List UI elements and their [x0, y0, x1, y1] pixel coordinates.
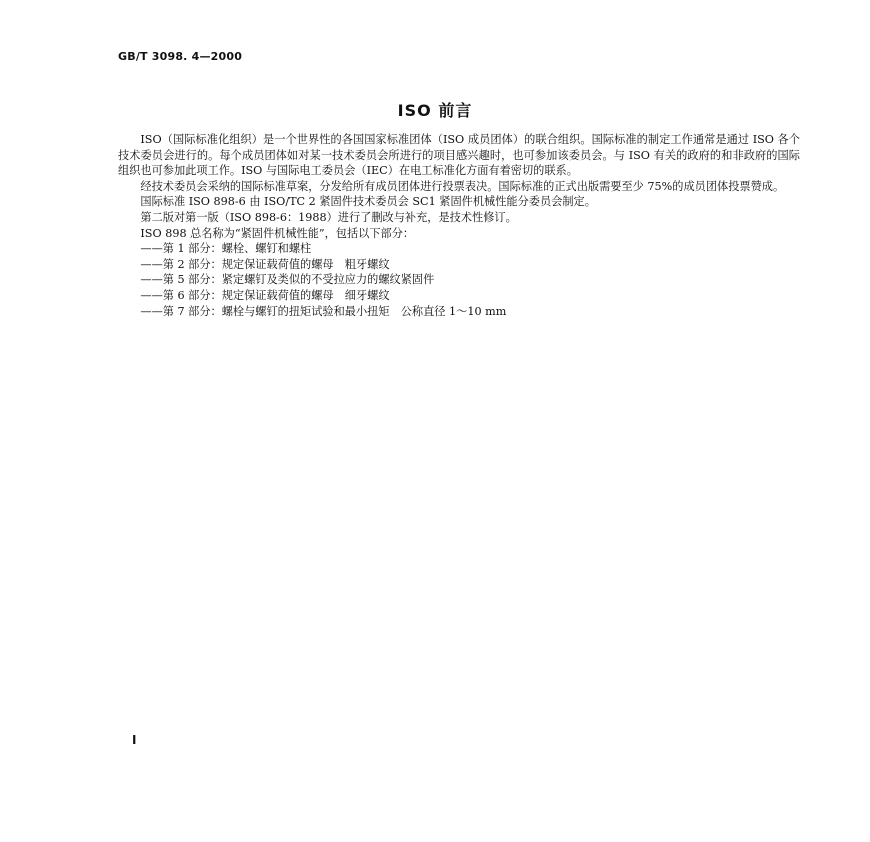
list-item-part-5: ——第 5 部分：紧定螺钉及类似的不受拉应力的螺纹紧固件 — [140, 273, 435, 287]
document-body — [118, 132, 800, 319]
paragraph-voting: 经技术委员会采纳的国际标准草案，分发给所有成员团体进行投票表决。国际标准的正式出版需要至少 75%的成员团体投票赞成。 — [140, 179, 785, 193]
page-number: I — [132, 733, 137, 747]
paragraph-revision: 第二版对第一版（ISO 898-6：1988）进行了删改与补充，是技术性修订。 — [140, 210, 517, 224]
list-item-part-2: ——第 2 部分：规定保证载荷值的螺母 粗牙螺纹 — [140, 257, 390, 271]
paragraph-prepared-by: 国际标准 ISO 898-6 由 ISO/TC 2 紧固件技术委员会 SC1 紧固件机械性能分委员会制定。 — [140, 195, 596, 209]
list-item-part-1: ——第 1 部分：螺栓、螺钉和螺柱 — [140, 242, 312, 256]
standard-code: GB/T 3098. 4—2000 — [118, 50, 243, 63]
list-item-part-6: ——第 6 部分：规定保证载荷值的螺母 细牙螺纹 — [140, 288, 390, 302]
paragraph-iso-intro: ISO（国际标准化组织）是一个世界性的各国国家标准团体（ISO 成员团体）的联合组织。国际标准的制定工作通常是通过 ISO 各个技术委员会进行的。每个成员团体如对某一技术委员会所进行的项目感兴趣时，也可参加该委员会。与 ISO 有关的政府的和非政府的国际组织也可参加此项工作。ISO 与国际电工委员会（IEC）在电工标准化方面有着密切的联系。 — [118, 133, 800, 178]
list-item-part-7: ——第 7 部分：螺栓与螺钉的扭矩试验和最小扭矩 公称直径 1～10 mm — [140, 304, 507, 318]
paragraph-series-title: ISO 898 总名称为“紧固件机械性能”，包括以下部分： — [140, 226, 415, 240]
page-title: ISO 前言 — [397, 101, 473, 120]
